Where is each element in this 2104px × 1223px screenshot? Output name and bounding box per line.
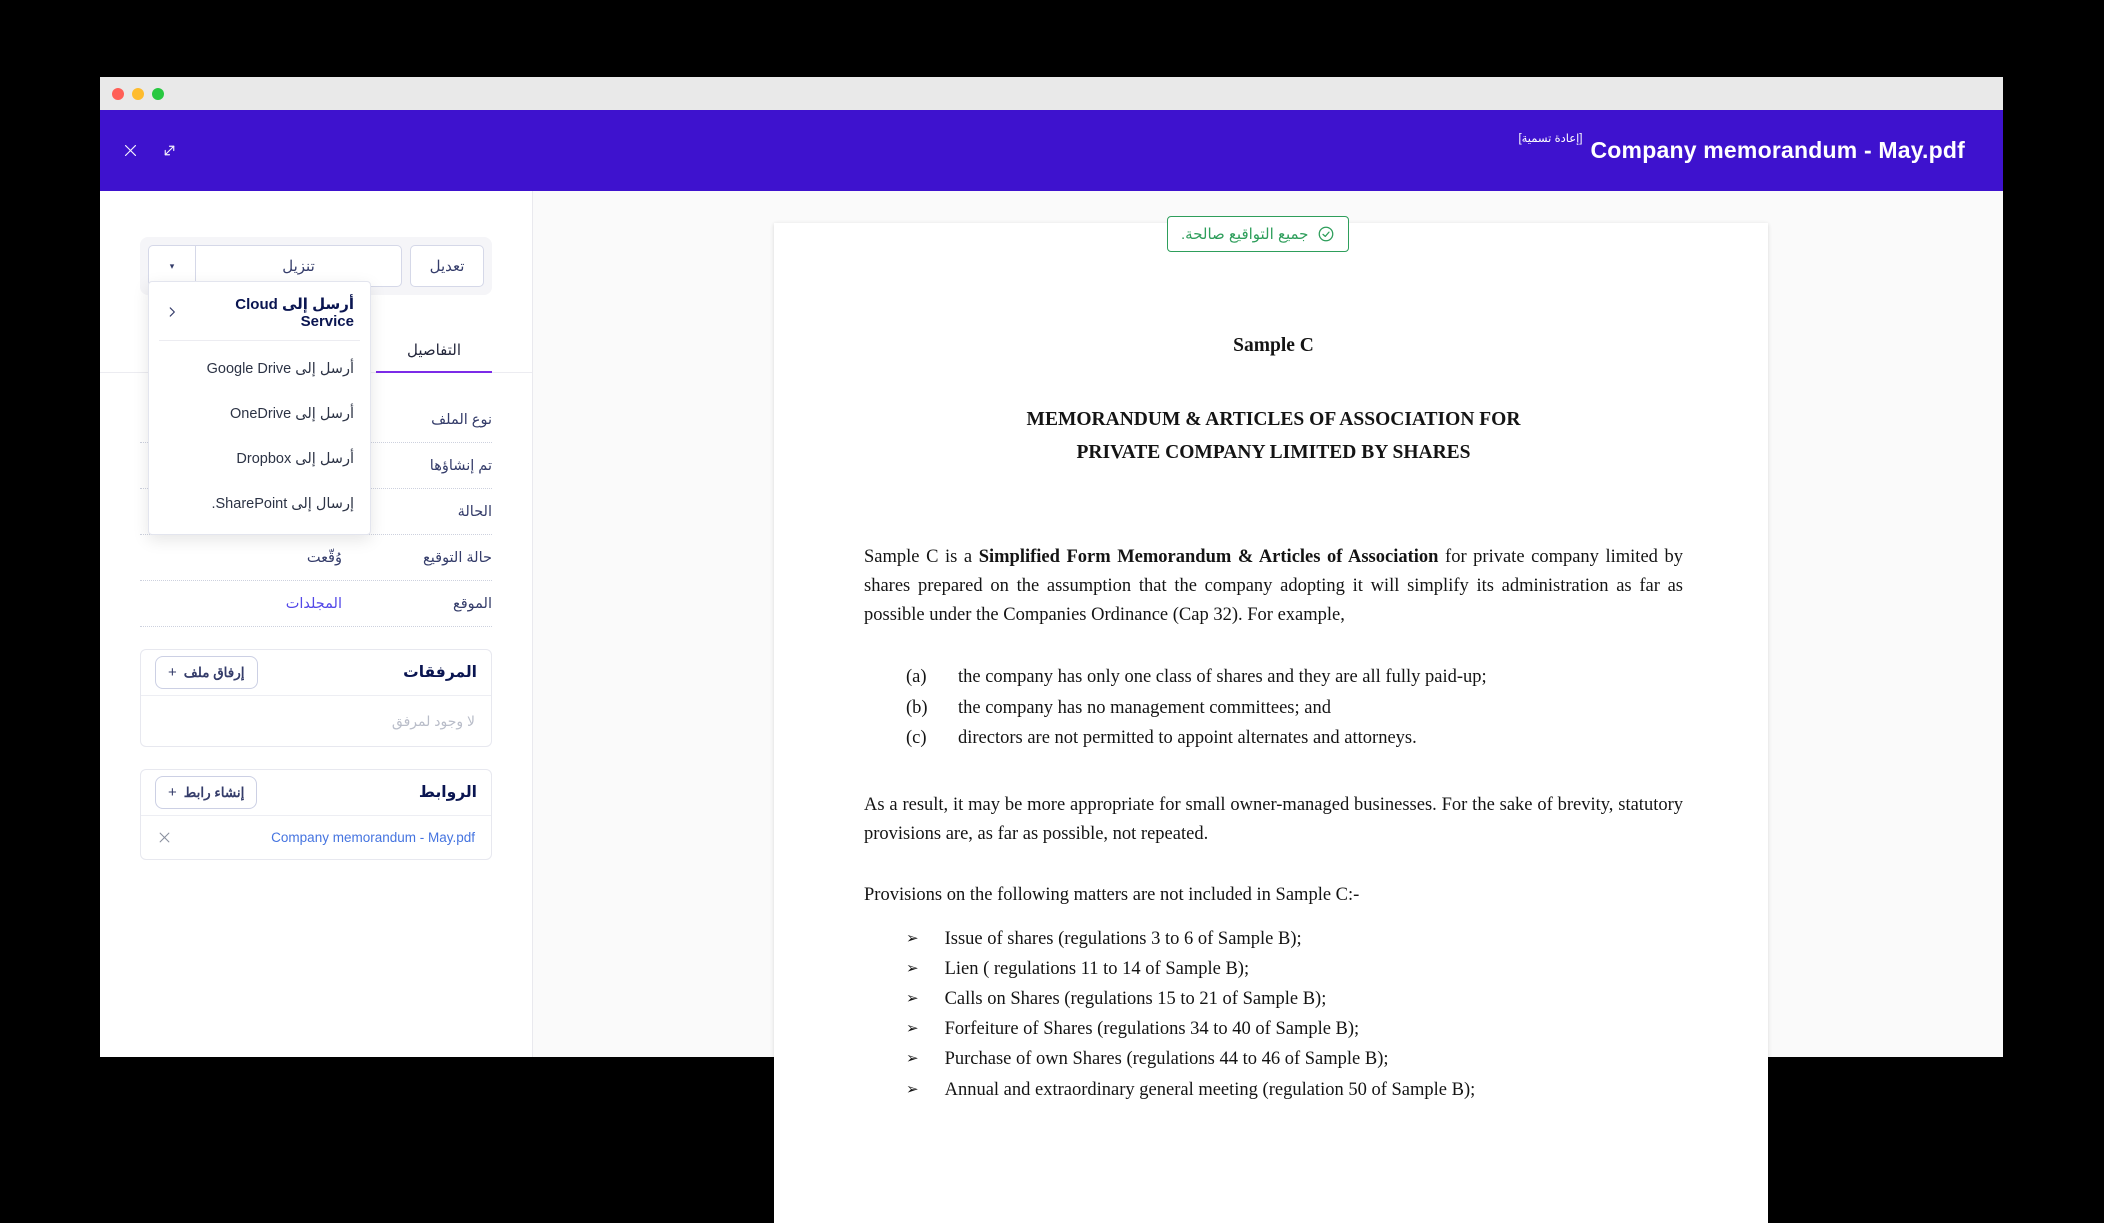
doc-heading-line: PRIVATE COMPANY LIMITED BY SHARES [1076, 442, 1471, 464]
create-link-button[interactable] [155, 776, 257, 809]
menu-item[interactable]: أرسل إلى Google Drive [206, 360, 354, 377]
doc-lettered-item [906, 662, 1683, 692]
menu-divider [159, 340, 360, 341]
arrow-bullet-icon: ➢ [906, 1019, 919, 1038]
plus-icon: + [168, 664, 177, 681]
edit-button[interactable]: تعديل [410, 245, 484, 287]
doc-heading-line: MEMORANDUM & ARTICLES OF ASSOCIATION FOR [1026, 409, 1521, 430]
doc-paragraph-2: As a result, it may be more appropriate for small owner-managed businesses. For the sake of brevity, statutory provisions are, as far as possible, not repeated. [864, 794, 1683, 844]
details-sidebar [100, 191, 533, 1057]
doc-sample-title: Sample C [1233, 335, 1314, 356]
list-text: the company has only one class of shares and they are all fully paid-up; [958, 667, 1487, 688]
doc-bullet-item [906, 984, 1683, 1014]
detail-label: الموقع [453, 595, 492, 612]
menu-item[interactable]: أرسل إلى OneDrive [229, 405, 354, 422]
link-row [141, 816, 491, 859]
list-marker: (b) [906, 697, 928, 718]
fullscreen-window-dot[interactable] [152, 88, 164, 100]
menu-header-label: أرسل إلى Cloud Service [235, 295, 354, 330]
macos-titlebar [100, 77, 2003, 110]
attachments-title: المرفقات [403, 664, 477, 681]
plus-icon: + [168, 784, 177, 801]
signatures-valid-text: جميع التواقيع صالحة. [1181, 226, 1309, 243]
detail-label: الحالة [457, 503, 492, 520]
bullet-text: Calls on Shares (regulations 15 to 21 of Sample B); [944, 989, 1327, 1010]
arrow-bullet-icon: ➢ [906, 1049, 919, 1068]
attachments-section [140, 649, 492, 747]
menu-item[interactable]: إرسال إلى SharePoint. [211, 495, 354, 512]
expand-icon[interactable] [161, 142, 178, 159]
close-icon[interactable] [122, 142, 139, 159]
attachments-empty-text: لا وجود لمرفق [391, 712, 475, 729]
header-title-area [1518, 133, 1965, 164]
list-text: the company has no management committees; and [958, 697, 1331, 718]
doc-bullet-item [906, 1044, 1683, 1074]
detail-value: وُقّعت [306, 549, 342, 566]
check-circle-icon [1317, 225, 1335, 243]
arrow-bullet-icon: ➢ [906, 959, 919, 978]
tab-details[interactable]: التفاصيل [376, 331, 492, 372]
document-viewer [533, 191, 2003, 1100]
doc-paragraph-1: Sample C is a Simplified Form Memorandum & Articles of Association for private company limited by shares prepared on the assumption that the company adopting it will simplify its administration as far as possible under the Companies Ordinance (Cap 32). For example, [864, 547, 1683, 626]
attach-file-button[interactable] [155, 656, 258, 689]
link-name[interactable]: Company memorandum - May.pdf [271, 830, 475, 845]
list-marker: (c) [906, 727, 927, 748]
bullet-text: Lien ( regulations 11 to 14 of Sample B); [944, 959, 1250, 980]
doc-bullet-item [906, 1075, 1683, 1105]
remove-link-icon[interactable] [157, 830, 172, 845]
pdf-page [774, 223, 1768, 1223]
menu-item[interactable]: أرسل إلى Dropbox [236, 450, 354, 467]
detail-label: حالة التوقيع [423, 549, 492, 566]
arrow-bullet-icon: ➢ [906, 989, 919, 1008]
document-content [774, 223, 1768, 1105]
list-marker: (a) [906, 667, 927, 688]
arrow-bullet-icon: ➢ [906, 928, 919, 947]
doc-lettered-item [906, 723, 1683, 753]
minimize-window-dot[interactable] [132, 88, 144, 100]
doc-bullet-item [906, 954, 1683, 984]
attach-file-label: إرفاق ملف [183, 664, 245, 680]
bullet-text: Purchase of own Shares (regulations 44 to 46 of Sample B); [944, 1049, 1389, 1070]
rename-badge[interactable]: [إعادة تسمية] [1518, 133, 1583, 145]
document-title: Company memorandum - May.pdf [1590, 137, 1965, 163]
viewer-header [100, 110, 2003, 191]
menu-item-cloud-service[interactable] [149, 288, 370, 336]
cloud-service-menu [148, 281, 371, 535]
chevron-right-icon [165, 305, 179, 319]
download-button[interactable]: تنزيل [195, 245, 402, 287]
bullet-text: Forfeiture of Shares (regulations 34 to 40 of Sample B); [944, 1019, 1360, 1040]
arrow-bullet-icon: ➢ [906, 1079, 919, 1098]
links-title: الروابط [418, 784, 477, 801]
create-link-label: إنشاء رابط [183, 784, 245, 800]
doc-bullet-item [906, 924, 1683, 954]
bullet-text: Issue of shares (regulations 3 to 6 of Sample B); [944, 928, 1302, 949]
signatures-valid-badge [1167, 216, 1349, 252]
doc-bullet-item [906, 1014, 1683, 1044]
header-icons [122, 142, 178, 159]
detail-row [140, 581, 492, 627]
doc-bullet-list [906, 924, 1683, 1105]
list-text: directors are not permitted to appoint alternates and attorneys. [958, 727, 1417, 748]
caret-down-icon: ▾ [169, 260, 175, 271]
doc-paragraph-3: Provisions on the following matters are not included in Sample C:- [864, 884, 1360, 905]
doc-lettered-item [906, 693, 1683, 723]
detail-label: نوع الملف [431, 411, 492, 428]
doc-lettered-list [906, 662, 1683, 752]
app-window [100, 77, 2003, 1100]
detail-row [140, 535, 492, 581]
detail-label: تم إنشاؤها [429, 457, 492, 474]
doc-heading [864, 403, 1683, 469]
detail-value: المجلدات [285, 595, 342, 612]
links-section [140, 769, 492, 860]
bullet-text: Annual and extraordinary general meeting (regulation 50 of Sample B); [944, 1079, 1476, 1100]
close-window-dot[interactable] [112, 88, 124, 100]
